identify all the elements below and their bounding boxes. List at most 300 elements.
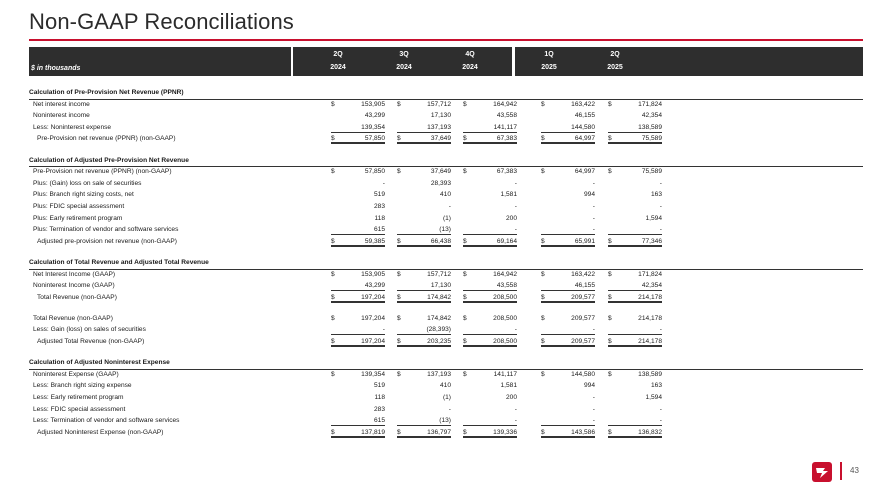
value-number: 138,589 <box>638 123 662 131</box>
value-cell <box>331 394 385 403</box>
value-cell <box>397 112 451 121</box>
value-cell <box>397 238 451 247</box>
value-number: 197,204 <box>361 314 385 322</box>
value-number: 1,594 <box>645 214 662 222</box>
value-cell <box>608 135 662 144</box>
value-cell <box>397 215 451 224</box>
value-number: 214,178 <box>638 338 662 346</box>
value-number: 144,580 <box>571 370 595 378</box>
table-row <box>29 393 863 405</box>
value-number: 118 <box>374 394 385 402</box>
row-label: Net Interest Income (GAAP) <box>33 270 116 278</box>
value-number: (1) <box>442 394 451 402</box>
value-cell <box>608 406 662 415</box>
value-cell <box>397 135 451 144</box>
value-number: 64,997 <box>574 168 595 176</box>
row-spacer <box>29 304 863 314</box>
unit-label: $ in thousands <box>31 65 81 72</box>
value-cell <box>397 282 451 291</box>
value-cell <box>331 371 385 380</box>
currency-symbol: $ <box>463 100 467 108</box>
currency-symbol: $ <box>608 168 612 176</box>
value-cell <box>463 215 517 224</box>
value-number: 77,346 <box>641 237 662 245</box>
value-cell <box>397 124 451 133</box>
row-label: Total Revenue (non-GAAP) <box>37 293 117 301</box>
value-number: - <box>514 202 517 210</box>
value-number: 208,500 <box>493 338 517 346</box>
value-cell <box>331 315 385 324</box>
currency-symbol: $ <box>397 293 401 301</box>
value-cell <box>541 371 595 380</box>
value-number: 214,178 <box>638 293 662 301</box>
value-cell <box>608 124 662 133</box>
currency-symbol: $ <box>541 237 545 245</box>
value-number: 46,155 <box>574 112 595 120</box>
value-cell <box>541 168 595 177</box>
table-row <box>29 123 863 135</box>
value-cell <box>608 203 662 212</box>
column-quarter-label: 2Q <box>610 51 620 58</box>
currency-symbol: $ <box>608 293 612 301</box>
section-title: Calculation of Total Revenue and Adjusted Total Revenue <box>29 258 209 266</box>
value-number: 137,193 <box>427 123 451 131</box>
value-cell <box>331 238 385 247</box>
value-cell <box>541 124 595 133</box>
value-cell <box>541 338 595 347</box>
value-number: - <box>592 226 595 234</box>
table-row <box>29 111 863 123</box>
value-cell <box>397 371 451 380</box>
section-header-row <box>29 358 863 370</box>
value-number: 157,712 <box>427 100 451 108</box>
title-divider <box>29 39 863 41</box>
footer-divider <box>840 462 842 480</box>
row-label: Less: Early retirement program <box>33 394 124 402</box>
value-cell <box>397 271 451 280</box>
value-cell <box>541 271 595 280</box>
value-cell <box>608 101 662 110</box>
currency-symbol: $ <box>463 168 467 176</box>
value-cell <box>331 203 385 212</box>
value-number: 171,824 <box>638 270 662 278</box>
currency-symbol: $ <box>541 314 545 322</box>
value-number: 208,500 <box>493 314 517 322</box>
value-number: - <box>592 405 595 413</box>
value-number: 67,383 <box>496 168 517 176</box>
value-number: 1,594 <box>645 394 662 402</box>
currency-symbol: $ <box>331 270 335 278</box>
value-number: (28,393) <box>426 326 451 334</box>
value-cell <box>541 238 595 247</box>
value-cell <box>541 326 595 335</box>
currency-symbol: $ <box>331 428 335 436</box>
value-cell <box>541 406 595 415</box>
column-quarter-label: 2Q <box>333 51 343 58</box>
currency-symbol: $ <box>463 338 467 346</box>
currency-symbol: $ <box>463 370 467 378</box>
value-cell <box>397 394 451 403</box>
table-row <box>29 281 863 293</box>
value-cell <box>331 417 385 426</box>
currency-symbol: $ <box>331 314 335 322</box>
value-number: 139,354 <box>361 370 385 378</box>
value-cell <box>463 406 517 415</box>
value-cell <box>463 315 517 324</box>
value-cell <box>463 417 517 426</box>
table-row <box>29 179 863 191</box>
value-cell <box>331 282 385 291</box>
value-number: 75,589 <box>641 135 662 143</box>
value-cell <box>397 180 451 189</box>
currency-symbol: $ <box>608 270 612 278</box>
currency-symbol: $ <box>541 370 545 378</box>
value-number: - <box>659 326 662 334</box>
value-number: 615 <box>373 226 385 234</box>
value-number: 137,193 <box>427 370 451 378</box>
value-number: - <box>659 405 662 413</box>
value-cell <box>463 135 517 144</box>
value-cell <box>608 168 662 177</box>
value-cell <box>541 226 595 235</box>
value-cell <box>331 101 385 110</box>
section-header-row <box>29 88 863 100</box>
section-title: Calculation of Adjusted Noninterest Expense <box>29 359 170 367</box>
section-title: Calculation of Adjusted Pre-Provision Net Revenue <box>29 156 189 164</box>
value-cell <box>397 406 451 415</box>
reconciliation-table <box>29 88 863 439</box>
table-row <box>29 428 863 440</box>
row-label: Adjusted Total Revenue (non-GAAP) <box>37 338 145 346</box>
value-number: 43,299 <box>364 282 385 290</box>
value-number: 153,905 <box>361 270 385 278</box>
value-cell <box>397 168 451 177</box>
page-number: 43 <box>850 466 859 475</box>
value-cell <box>331 112 385 121</box>
currency-symbol: $ <box>397 100 401 108</box>
row-label: Adjusted Noninterest Expense (non-GAAP) <box>37 428 164 436</box>
currency-symbol: $ <box>331 293 335 301</box>
value-cell <box>463 101 517 110</box>
value-cell <box>397 315 451 324</box>
value-cell <box>331 191 385 200</box>
currency-symbol: $ <box>541 338 545 346</box>
row-spacer <box>29 349 863 359</box>
section-title: Calculation of Pre-Provision Net Revenue (PPNR) <box>29 89 184 96</box>
value-cell <box>541 429 595 438</box>
value-cell <box>463 191 517 200</box>
row-label: Noninterest Income (GAAP) <box>33 282 115 290</box>
table-row <box>29 337 863 349</box>
value-number: 42,354 <box>641 282 662 290</box>
value-number: 136,797 <box>427 428 451 436</box>
value-number: 141,117 <box>493 123 517 131</box>
table-row <box>29 100 863 112</box>
value-cell <box>608 215 662 224</box>
currency-symbol: $ <box>397 314 401 322</box>
value-number: 209,577 <box>571 338 595 346</box>
table-row <box>29 416 863 428</box>
value-number: 64,997 <box>574 135 595 143</box>
value-number: 57,850 <box>364 168 385 176</box>
value-cell <box>541 394 595 403</box>
value-cell <box>608 238 662 247</box>
table-row <box>29 381 863 393</box>
value-cell <box>463 371 517 380</box>
value-cell <box>463 394 517 403</box>
column-year-label: 2025 <box>541 64 557 71</box>
value-number: 615 <box>373 417 385 425</box>
value-number: - <box>448 202 451 210</box>
value-number: 164,942 <box>493 100 517 108</box>
currency-symbol: $ <box>608 370 612 378</box>
currency-symbol: $ <box>541 293 545 301</box>
row-label: Plus: Termination of vendor and software services <box>33 226 179 234</box>
row-label: Plus: (Gain) loss on sale of securities <box>33 179 142 187</box>
value-number: 66,438 <box>430 237 451 245</box>
value-cell <box>608 191 662 200</box>
currency-symbol: $ <box>397 338 401 346</box>
value-cell <box>331 406 385 415</box>
table-row <box>29 370 863 382</box>
table-row <box>29 405 863 417</box>
value-number: - <box>514 179 517 187</box>
currency-symbol: $ <box>541 428 545 436</box>
table-row <box>29 293 863 305</box>
table-row <box>29 134 863 146</box>
row-label: Adjusted pre-provision net revenue (non-GAAP) <box>37 237 178 245</box>
value-number: 67,383 <box>496 135 517 143</box>
row-label: Less: Termination of vendor and software services <box>33 417 180 425</box>
value-number: 994 <box>583 382 595 390</box>
currency-symbol: $ <box>331 237 335 245</box>
table-row <box>29 325 863 337</box>
value-number: - <box>592 326 595 334</box>
table-header <box>29 47 863 76</box>
currency-symbol: $ <box>463 293 467 301</box>
value-number: 43,558 <box>496 282 517 290</box>
row-label: Net interest income <box>33 100 90 108</box>
column-year-label: 2025 <box>607 64 623 71</box>
value-number: 157,712 <box>427 270 451 278</box>
section-header-row <box>29 258 863 270</box>
currency-symbol: $ <box>608 135 612 143</box>
value-cell <box>463 326 517 335</box>
value-number: 1,581 <box>500 191 517 199</box>
value-number: - <box>382 326 385 334</box>
column-year-label: 2024 <box>330 64 346 71</box>
value-cell <box>608 326 662 335</box>
table-row <box>29 167 863 179</box>
value-number: 144,580 <box>571 123 595 131</box>
value-number: 43,558 <box>496 112 517 120</box>
value-number: 200 <box>505 214 517 222</box>
value-number: 136,832 <box>638 428 662 436</box>
row-label: Pre-Provision net revenue (PPNR) (non-GAAP) <box>37 135 176 143</box>
value-cell <box>331 294 385 303</box>
value-cell <box>608 429 662 438</box>
value-number: (13) <box>439 226 451 234</box>
value-cell <box>608 417 662 426</box>
value-cell <box>463 112 517 121</box>
value-number: - <box>592 394 595 402</box>
value-number: - <box>592 417 595 425</box>
value-number: 139,336 <box>493 428 517 436</box>
row-spacer <box>29 248 863 258</box>
row-label: Less: Branch right sizing expense <box>33 382 132 390</box>
value-cell <box>397 203 451 212</box>
value-cell <box>331 124 385 133</box>
row-label: Plus: FDIC special assessment <box>33 202 125 210</box>
value-cell <box>463 294 517 303</box>
value-cell <box>541 282 595 291</box>
value-number: 37,649 <box>430 168 451 176</box>
value-number: 46,155 <box>574 282 595 290</box>
value-number: - <box>448 405 451 413</box>
value-cell <box>608 294 662 303</box>
currency-symbol: $ <box>463 428 467 436</box>
value-cell <box>397 338 451 347</box>
value-cell <box>397 429 451 438</box>
value-number: - <box>514 326 517 334</box>
row-label: Less: Gain (loss) on sales of securities <box>33 326 146 334</box>
value-number: 153,905 <box>361 100 385 108</box>
value-cell <box>541 315 595 324</box>
value-cell <box>331 382 385 391</box>
row-label: Plus: Branch right sizing costs, net <box>33 191 134 199</box>
value-cell <box>397 191 451 200</box>
value-cell <box>541 191 595 200</box>
value-cell <box>463 168 517 177</box>
value-number: 209,577 <box>571 314 595 322</box>
table-row <box>29 202 863 214</box>
value-number: - <box>514 226 517 234</box>
table-row <box>29 237 863 249</box>
currency-symbol: $ <box>397 370 401 378</box>
currency-symbol: $ <box>608 314 612 322</box>
currency-symbol: $ <box>541 135 545 143</box>
value-cell <box>608 371 662 380</box>
value-number: 174,842 <box>427 293 451 301</box>
value-cell <box>463 226 517 235</box>
row-spacer <box>29 146 863 156</box>
value-number: 163 <box>650 382 662 390</box>
value-cell <box>608 315 662 324</box>
value-number: 519 <box>373 382 385 390</box>
value-number: 163,422 <box>571 100 595 108</box>
value-number: 143,586 <box>571 428 595 436</box>
value-cell <box>463 338 517 347</box>
value-cell <box>331 215 385 224</box>
value-cell <box>397 101 451 110</box>
value-number: 519 <box>373 191 385 199</box>
currency-symbol: $ <box>397 270 401 278</box>
value-cell <box>608 382 662 391</box>
value-number: 203,235 <box>427 338 451 346</box>
value-cell <box>331 135 385 144</box>
value-cell <box>541 294 595 303</box>
currency-symbol: $ <box>463 270 467 278</box>
currency-symbol: $ <box>463 314 467 322</box>
table-row <box>29 225 863 237</box>
value-cell <box>463 203 517 212</box>
value-number: 200 <box>505 394 517 402</box>
value-number: - <box>659 179 662 187</box>
value-cell <box>397 294 451 303</box>
row-label: Pre-Provision net revenue (PPNR) (non-GAAP) <box>33 168 172 176</box>
row-label: Less: FDIC special assessment <box>33 405 126 413</box>
value-number: 75,589 <box>641 168 662 176</box>
value-cell <box>541 101 595 110</box>
row-label: Less: Noninterest expense <box>33 123 112 131</box>
value-number: 138,589 <box>638 370 662 378</box>
currency-symbol: $ <box>397 428 401 436</box>
currency-symbol: $ <box>541 100 545 108</box>
value-number: 139,354 <box>361 123 385 131</box>
value-cell <box>331 429 385 438</box>
value-cell <box>331 338 385 347</box>
value-number: 214,178 <box>638 314 662 322</box>
value-number: 57,850 <box>364 135 385 143</box>
value-cell <box>608 112 662 121</box>
value-cell <box>331 168 385 177</box>
value-cell <box>541 135 595 144</box>
currency-symbol: $ <box>331 100 335 108</box>
row-label: Noninterest Expense (GAAP) <box>33 370 119 378</box>
row-label: Plus: Early retirement program <box>33 214 123 222</box>
value-number: 209,577 <box>571 293 595 301</box>
value-number: 65,991 <box>574 237 595 245</box>
value-number: 141,117 <box>493 370 517 378</box>
value-number: 197,204 <box>361 293 385 301</box>
value-cell <box>608 394 662 403</box>
column-quarter-label: 1Q <box>544 51 554 58</box>
row-label: Total Revenue (non-GAAP) <box>33 314 113 322</box>
value-number: 17,130 <box>430 282 451 290</box>
value-cell <box>541 215 595 224</box>
currency-symbol: $ <box>608 338 612 346</box>
currency-symbol: $ <box>608 428 612 436</box>
column-year-label: 2024 <box>462 64 478 71</box>
table-row <box>29 314 863 326</box>
value-number: - <box>659 226 662 234</box>
value-number: 171,824 <box>638 100 662 108</box>
value-number: 174,842 <box>427 314 451 322</box>
value-cell <box>608 282 662 291</box>
value-number: 163,422 <box>571 270 595 278</box>
value-number: 163 <box>650 191 662 199</box>
currency-symbol: $ <box>397 168 401 176</box>
value-number: - <box>659 202 662 210</box>
currency-symbol: $ <box>331 168 335 176</box>
value-cell <box>608 180 662 189</box>
value-number: 17,130 <box>430 112 451 120</box>
currency-symbol: $ <box>331 370 335 378</box>
value-cell <box>397 326 451 335</box>
value-cell <box>541 417 595 426</box>
value-number: - <box>659 417 662 425</box>
currency-symbol: $ <box>608 237 612 245</box>
value-number: - <box>592 202 595 210</box>
value-cell <box>397 382 451 391</box>
currency-symbol: $ <box>331 338 335 346</box>
currency-symbol: $ <box>397 135 401 143</box>
value-number: 208,500 <box>493 293 517 301</box>
value-cell <box>463 238 517 247</box>
column-quarter-label: 3Q <box>399 51 409 58</box>
value-cell <box>463 382 517 391</box>
value-cell <box>608 226 662 235</box>
